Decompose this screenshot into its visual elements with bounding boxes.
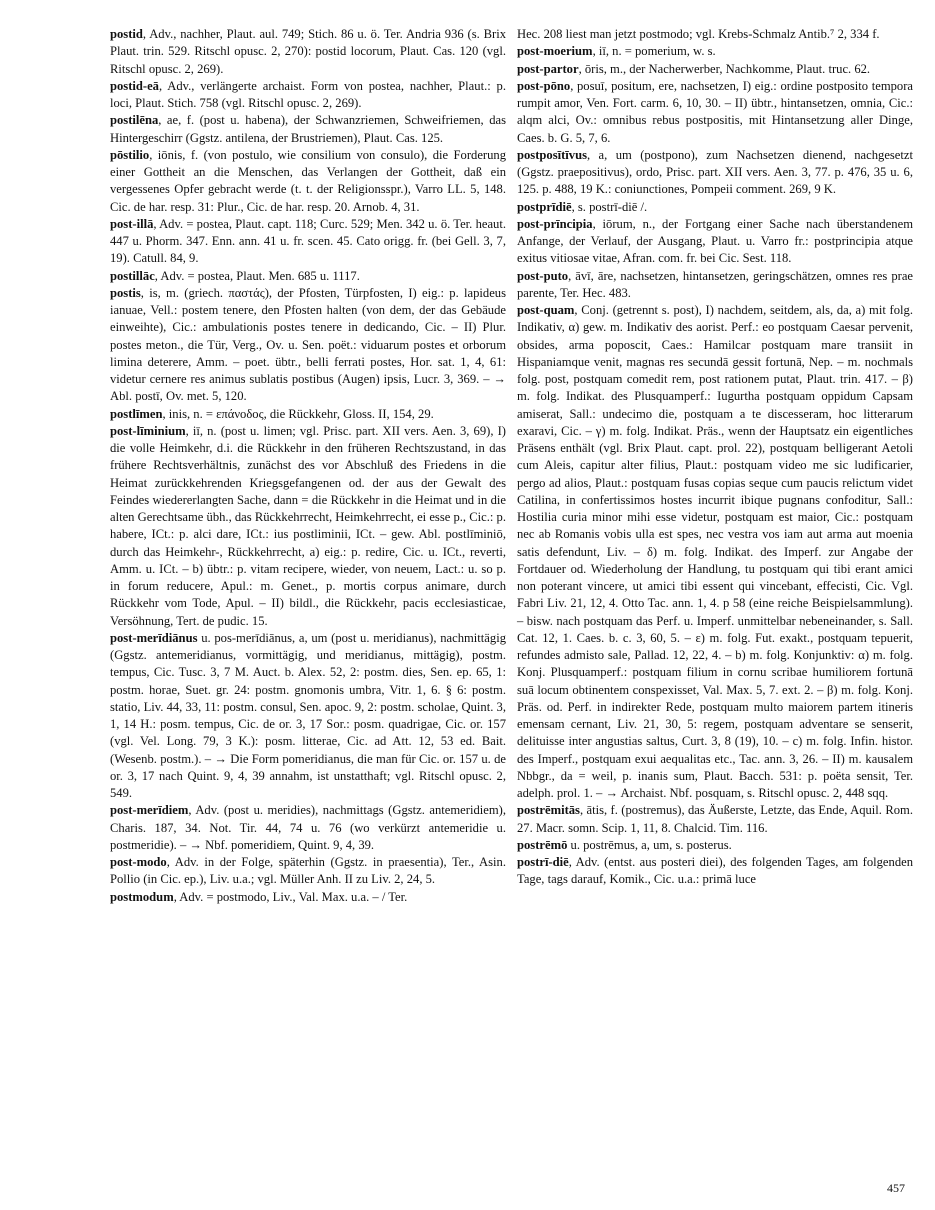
- entry-lemma: post-modo: [110, 855, 167, 869]
- entry-text: , Conj. (getrennt s. post), I) nachdem, seitdem, als, da, a) mit folg. Indikativ, α) gew. m. Indikativ des aorist. Perf.: eo postquam Caesar pervenit, obsides, arma poposcit, Caes.: Hamilcar postquam mare transiit in Hispaniamque venit, magnas res secundā gessit fortunā, Nep. – m. nochmals folg. post, postquam comedit rem, post rationem putat, Plaut. trin. 417. – β) m. folg. Indikat. des Plusquamperf.: Iugurtha postquam oppidum Capsam amiserat, Sall.: undecimo die, postquam a te discesseram, hoc litterarum exaravi, Cic. – γ) m. folg. Indikat. Präs., wenn der Hauptsatz ein eigentliches Präsens enthält (vgl. Brix Plaut. capt. prol. 22), postquam belligerant Aetoli cum Aleis, capitur alter filius, Plaut.: postquam video me sic ludificarier, pergo ad alios, Plaut.: postquam fusas copias seque cum paucis relictum videt Catilina, in confertissimos hostes incurrit ibique pugnans confoditur, Sall.: Hostilia curia minor mihi esse videtur, postquam est maior, Cic.: postquam nec ab Romanis vobis ulla est spes, nec vestra vos iam aut arma aut moenia satis defendunt, Liv. – δ) m. folg. Indikat. des Imperf. zur Angabe der Fortdauer od. Wiederholung der Handlung, tu postquam qui tibi erant amici non poterant vincere, ut amici tibi essent qui vincebant, effecisti, Cic. Vgl. Fabri Liv. 21, 12, 4. Otto Tac. ann. 1, 4. p 58 (eine reiche Beispielsammlung). – bisw. nach postquam das Perf. u. Imperf. unmittelbar nebeneinander, s. Sall. Cat. 12, 1. Caes. b. c. 3, 60, 5. – ε) m. folg. Fut. exakt., postquam tepuerit, refundes admisto sale, Pallad. 12, 22, 4. – b) m. folg. Konjunktiv: α) m. folg. Konj. Plusquamperf.: postquam filium in cornu scribae humiliorem fortunā suā locum obtinentem conspexisset, Val. Max. 5, 7. ext. 2. – β) m. folg. Konj. Präs. od. Perf. in indirekter Rede, postquam multo maiorem partem itineris emensam cernant, Liv. 21, 30, 5: regem, postquam adventare se senserit, delituisse inter angustias saltus, Curt. 3, 8 (19), 10. – c) m. folg. Infin. histor. des Imperf., postquam exui aequalitas etc., Tac. ann. 3, 26. – II) m. kausalem Nbbgr., da = weil, p. inanis sum, Plaut. Bacch. 531: p. poëta sensit, Ter. adelph. prol. 1. – → Archaist. Nbf. posquam, s. Ritschl opusc. 2, 448 sqq.: [517, 303, 913, 800]
- entry-lemma: post-illā: [110, 216, 154, 231]
- entry-text: , s. postrī-diē /.: [571, 199, 648, 214]
- dictionary-entry: [517, 854, 913, 889]
- entry-text: , posuī, positum, ere, nachsetzen, I) eig.: ordine postposito tempora rumpit amor, Ven. Fort. carm. 6, 10, 30. – II) übtr., hintansetzen, omnia, Cic.: alqm alci, Ov.: omnibus rebus postpositis, mit Hintansetzung aller Dinge, Caes. b. G. 5, 7, 6.: [517, 78, 913, 145]
- entry-text: , Adv. = postea, Plaut. capt. 118; Curc. 529; Men. 342 u. ö. Ter. heaut. 447 u. Phorm. 347. Enn. ann. 41 u. fr. scen. 45. Cato origg. fr. (bei Gell. 3, 7, 19). Catull. 84, 9.: [110, 216, 506, 266]
- dictionary-entry: [517, 43, 913, 60]
- entry-lemma: postmodum: [110, 889, 174, 904]
- entry-lemma: postposītīvus: [517, 147, 587, 162]
- dictionary-entry: [110, 854, 506, 889]
- entry-text: , iōnis, f. (von postulo, wie consilium von consulo), die Forderung einer Gottheit an die Menschen, das Verlangen der Gottheit, daß ein vergessenes Opfer gebracht werde (t. t. der Religionsspr.), Varro LL. 5, 148. Cic. de har. resp. 31: Plur., Cic. de har. resp. 20. Arnob. 4, 31.: [110, 147, 506, 214]
- entry-lemma: postillāc: [110, 268, 155, 283]
- dictionary-entry: [110, 285, 506, 406]
- dictionary-entry: [517, 837, 913, 854]
- dictionary-entry: [517, 78, 913, 147]
- dictionary-entry: [110, 630, 506, 803]
- entry-text: , Adv. (post u. meridies), nachmittags (Ggstz. antemeridiem), Charis. 187, 34. Not. Tir. 44, 74 u. 76 (wo verkürzt antemeridie u. postmeridie). – → Nbf. pomeridiem, Quint. 9, 4, 39.: [110, 803, 506, 852]
- dictionary-entry: [110, 112, 506, 147]
- dictionary-entry: [517, 302, 913, 802]
- entry-lemma: postlīmen: [110, 406, 163, 421]
- dictionary-entry: [110, 216, 506, 268]
- entry-text: , ae, f. (post u. habena), der Schwanzriemen, Schweifriemen, das Hintergeschirr (Ggstz. antilena, der Brustriemen), Plaut. Cas. 125.: [110, 113, 506, 145]
- entry-lemma: postrī-diē: [517, 855, 569, 869]
- entry-text: u. pos-merīdiānus, a, um (post u. meridianus), nachmittägig (Ggstz. antemeridianus, vormittägig, und meridianus, mittägig), postm. tempus, Cic. Tusc. 3, 7 M. Auct. b. Alex. 52, 2: postm. dies, Sen. ep. 65, 1: postm. horae, Suet. gr. 24: postm. gnomonis umbra, Vitr. 1, 6. § 6: postm. statio, Liv. 44, 33, 11: postm. consul, Sen. apoc. 9, 2: postm. scholae, Quint. 3, 1, 14 H.: posm. tempus, Cic. de or. 3, 17 Sor.: posm. quadrigae, Cic. or. 157 (vgl. Vel. Long. 79, 3 K.): posm. litterae, Cic. ad Att. 12, 53 ed. Bait. (Wesenb. postm.). – → Die Form pomeridianus, die man für Cic. or. 157 u. de or. 3, 17 nach Quint. 9, 4, 39 annahm, ist unstatthaft; vgl. Ritschl opusc. 2, 549.: [110, 630, 506, 800]
- entry-text: Hec. 208 liest man jetzt postmodo; vgl. Krebs-Schmalz Antib.⁷ 2, 334 f.: [517, 27, 880, 41]
- entry-lemma: post-puto: [517, 268, 569, 283]
- entry-lemma: postid: [110, 27, 143, 41]
- entry-text: , Adv. = postmodo, Liv., Val. Max. u.a. – / Ter.: [173, 889, 408, 904]
- entry-lemma: postid-eā: [110, 78, 159, 93]
- dictionary-entry: [517, 61, 913, 78]
- entry-lemma: postis: [110, 285, 141, 300]
- dictionary-entry: [517, 199, 913, 216]
- entry-lemma: pōstilio: [110, 147, 150, 162]
- entry-text: , inis, n. = επάνοδος, die Rückkehr, Gloss. II, 154, 29.: [162, 406, 434, 421]
- dictionary-entry: [110, 147, 506, 216]
- entry-lemma: postrēmitās: [517, 803, 580, 818]
- dictionary-entry: [110, 423, 506, 630]
- entry-text: , āvī, āre, nachsetzen, hintansetzen, geringschätzen, omnes res prae parente, Ter. Hec. 483.: [517, 268, 913, 300]
- dictionary-entry: [110, 889, 506, 906]
- entry-lemma: post-quam: [517, 303, 575, 317]
- entry-lemma: post-pōno: [517, 78, 571, 93]
- entry-lemma: post-merīdiānus: [110, 630, 198, 645]
- dictionary-entry: [110, 26, 506, 78]
- entry-text: , Adv. in der Folge, späterhin (Ggstz. in praesentia), Ter., Asin. Pollio (in Cic. ep.), Liv. u.a.; vgl. Müller Anh. II zu Liv. 2, 24, 5.: [110, 855, 506, 887]
- entry-lemma: postrēmō: [517, 837, 568, 852]
- dictionary-entry: [517, 147, 913, 199]
- dictionary-entry: [110, 78, 506, 113]
- dictionary-entry: [517, 802, 913, 837]
- page-number: 457: [887, 1181, 905, 1195]
- dictionary-entry: [110, 802, 506, 854]
- dictionary-entry: [517, 26, 913, 43]
- right-column: [517, 26, 913, 889]
- entry-text: , Adv., nachher, Plaut. aul. 749; Stich. 86 u. ö. Ter. Andria 936 (s. Brix Plaut. trin. 529. Ritschl opusc. 2, 270): postid locorum, Plaut. Cas. 120 (vgl. Ritschl opusc. 2, 269).: [110, 27, 506, 76]
- entry-text: , ōris, m., der Nacherwerber, Nachkomme, Plaut. truc. 62.: [578, 61, 871, 76]
- entry-lemma: post-moerium: [517, 44, 593, 59]
- entry-lemma: post-partor: [517, 61, 579, 76]
- entry-lemma: postprīdiē: [517, 199, 572, 214]
- entry-lemma: postilēna: [110, 113, 159, 128]
- entry-text: , iī, n. = pomerium, w. s.: [592, 44, 716, 59]
- entry-text: , ātis, f. (postremus), das Äußerste, Letzte, das Ende, Aquil. Rom. 27. Macr. somn. Scip. 1, 11, 8. Chalcid. Tim. 116.: [517, 803, 913, 835]
- entry-text: , a, um (postpono), zum Nachsetzen dienend, nachgesetzt (Ggstz. praepositivus), ordo, Prisc. part. XII vers. Aen. 3, 77. p. 476, 35 u. 6, 125. p. 488, 19 K.: coniunctiones, Pompeii comment. 269, 9 K.: [517, 147, 913, 197]
- entry-text: , Adv. = postea, Plaut. Men. 685 u. 1117.: [154, 268, 360, 283]
- entry-text: u. postrēmus, a, um, s. posterus.: [567, 837, 732, 852]
- dictionary-entry: [110, 406, 506, 423]
- dictionary-entry: [517, 216, 913, 268]
- dictionary-entry: [110, 268, 506, 285]
- left-column: [110, 26, 506, 906]
- entry-text: , Adv. (entst. aus posteri diei), des folgenden Tages, am folgenden Tage, tags darauf, Komik., Cic. u.a.: primā luce: [517, 855, 913, 887]
- entry-lemma: post-prīncipia: [517, 216, 593, 231]
- entry-lemma: post-līminium: [110, 423, 186, 438]
- entry-text: , iōrum, n., der Fortgang einer Sache nach überstandenem Anfange, der Verlauf, der Ausgang, Plaut. u. Varro fr.: postprincipia atque exitus vitiosae vitae, Afran. com. fr. bei Cic. Sest. 118.: [517, 216, 913, 266]
- entry-lemma: post-merīdiem: [110, 803, 189, 818]
- entry-text: , iī, n. (post u. limen; vgl. Prisc. part. XII vers. Aen. 3, 69), I) die volle Heimkehr, d.i. die Rückkehr in den früheren Rechtszustand, in das frühere Rechtsverhältnis, zunächst des vor Abschluß des Friedens in die Heimat zurückkehrenden Kriegsgefangenen od. der aus der Gewalt des Feindes wiedererlangten Sache, dann = die Rückkehr in die Heimat und in die alten Gerechtsame übh., das Rückkehrrecht, Heimkehrrecht, ei esse p., Cic.: p. habere, ICt.: p. alci dare, ICt.: ius postliminii, ICt. – gew. Abl. postlīminiō, durch das Heimkehr-, Rückkehrrecht, a) eig.: p. redire, Cic. u. ICt., reverti, Amm. u. ICt. – b) übtr.: p. vitam recipere, wieder, von neuem, Lact.: u. so p. in forum reducere, Apul.: m. Genet., p. mortis corpus animare, durch Rückkehr vom Tode, Apul. – II) bildl., die Rückkehr, pacis ecclesiasticae, Versöhnung, Tert. de pudic. 15.: [110, 423, 506, 628]
- entry-text: , is, m. (griech. παστάς), der Pfosten, Türpfosten, I) eig.: p. lapideus ianuae, Vell.: postem tenere, den Pfosten halten (von dem, der das Gebäude einweihte), Cic.: ambulationis postes tenere in dedicando, Cic. – II) Plur. postes meton., die Tür, Verg., Ov. u. Sen. poët.: viduarum postes et orborum limina deterere, Amm. – poet. übtr., belli ferrati postes, Hor. sat. 1, 4, 61: videtur cernere res animus sublatis postibus (Augen) ipsis, Lucr. 3, 369. – → Abl. postī, Ov. met. 5, 120.: [110, 285, 506, 404]
- dictionary-entry: [517, 268, 913, 303]
- entry-text: , Adv., verlängerte archaist. Form von postea, nachher, Plaut.: p. loci, Plaut. Stich. 758 (vgl. Ritschl opusc. 2, 269).: [110, 78, 506, 110]
